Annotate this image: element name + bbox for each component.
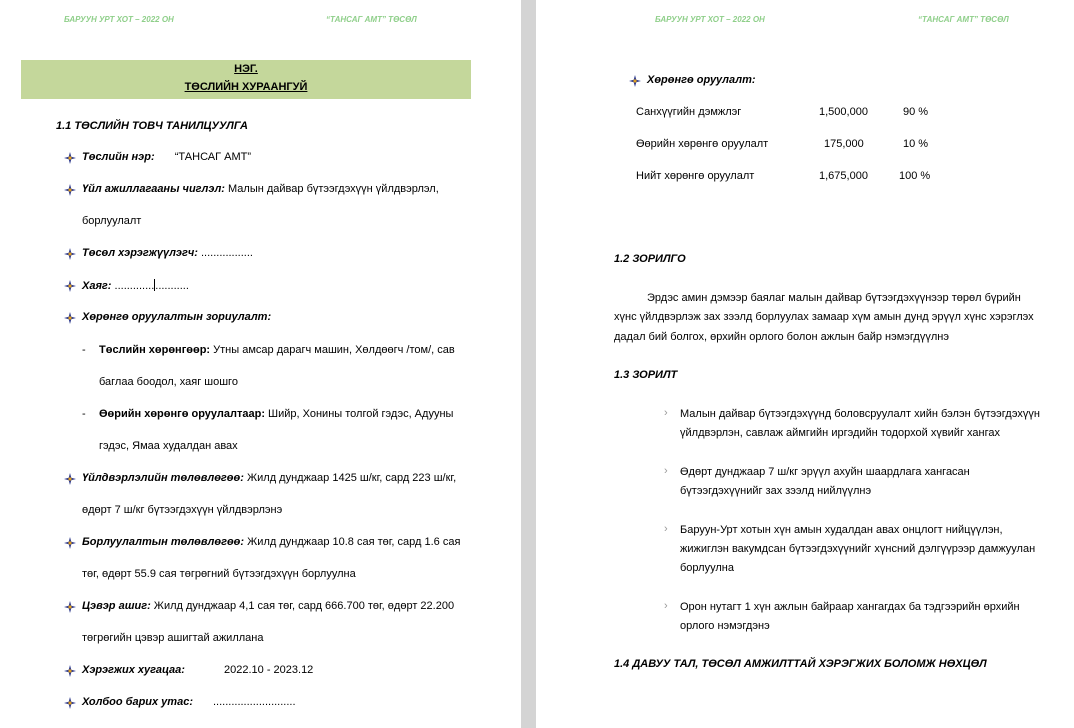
project-name-value: “ТАНСАГ АМТ” xyxy=(174,151,251,163)
document-page-right xyxy=(536,0,1074,728)
sales-plan-line xyxy=(82,536,460,548)
investment-row-label: Нийт хөрөнгө оруулалт xyxy=(636,170,755,182)
own-assets-label: Өөрийн хөрөнгө оруулалтаар: xyxy=(99,408,265,420)
project-name-label: Төслийн нэр: xyxy=(82,151,155,163)
chevron-right-icon: › xyxy=(664,465,668,477)
objective-line: орлого нэмэгдэнэ xyxy=(680,620,770,632)
net-profit-label: Цэвэр ашиг: xyxy=(82,600,151,612)
objective-line: үйлдвэрлэн, савлаж аймгийн иргэдийн тодорхой хүвийг хангах xyxy=(680,427,1000,439)
star-bullet-icon xyxy=(64,152,76,164)
activity-line xyxy=(82,183,439,195)
investment-row-label: Өөрийн хөрөнгө оруулалт xyxy=(636,138,769,150)
chapter-title-band xyxy=(21,60,471,99)
header-left-text: БАРУУН УРТ ХОТ – 2022 ОН xyxy=(64,15,174,24)
investment-row-percent: 100 % xyxy=(899,170,931,182)
own-assets-value: Шийр, Хонины толгой гэдэс, Адууны xyxy=(268,408,454,420)
star-bullet-icon xyxy=(629,75,641,87)
goal-line-2: хүнс үйлдвэрлэж зах зээлд борлуулах замаар хүм амын дунд эрүүл хүнс хэрэглэх xyxy=(614,311,1034,323)
section-heading-1-1: 1.1 ТӨСЛИЙН ТОВЧ ТАНИЛЦУУЛГА xyxy=(56,120,248,132)
own-assets-value-continued: гэдэс, Ямаа худалдан авах xyxy=(99,440,238,452)
investment-row-amount: 1,675,000 xyxy=(819,170,868,182)
production-plan-value-continued: өдөрт 7 ш/кг бүтээгдэхүүн үйлдвэрлэнэ xyxy=(82,504,283,516)
phone-label: Холбоо барих утас: xyxy=(82,696,193,708)
net-profit-value: Жилд дунджаар 4,1 сая төг, сард 666.700 төг, өдөрт 22.200 xyxy=(153,600,455,612)
production-plan-label: Үйлдвэрлэлийн төлөвлөгөө: xyxy=(82,472,244,484)
investment-row-amount: 1,500,000 xyxy=(819,106,868,118)
chevron-right-icon: › xyxy=(664,600,668,612)
own-assets-line xyxy=(99,408,453,420)
chapter-title: ТӨСЛИЙН ХУРААНГУЙ xyxy=(184,81,308,93)
chevron-right-icon: › xyxy=(664,407,668,419)
chapter-number: НЭГ. xyxy=(234,63,258,75)
star-bullet-icon xyxy=(64,537,76,549)
header-right-text: “ТАНСАГ АМТ” ТӨСӨЛ xyxy=(326,15,417,24)
investment-heading: Хөрөнгө оруулалт: xyxy=(647,74,756,86)
objective-line: бүтээгдэхүүнийг зах зээлд нийлүүлнэ xyxy=(680,485,872,497)
implementer-value: ................. xyxy=(201,247,253,259)
duration-label: Хэрэгжих хугацаа: xyxy=(82,664,185,676)
net-profit-line xyxy=(82,600,454,612)
star-bullet-icon xyxy=(64,280,76,292)
star-bullet-icon xyxy=(64,248,76,260)
activity-value-continued: борлуулалт xyxy=(82,215,142,227)
duration-value: 2022.10 - 2023.12 xyxy=(224,664,314,676)
activity-label: Үйл ажиллагааны чиглэл: xyxy=(82,183,225,195)
investment-row-amount: 175,000 xyxy=(824,138,864,150)
address-value-start: ............. xyxy=(114,280,155,292)
section-heading-1-2: 1.2 ЗОРИЛГО xyxy=(614,253,686,265)
project-name-line xyxy=(82,151,251,163)
chevron-right-icon: › xyxy=(664,523,668,535)
address-label: Хаяг: xyxy=(82,280,112,292)
objective-line: Малын дайвар бүтээгдэхүүнд боловсруулалт хийн бэлэн бүтээгдэхүүн xyxy=(680,408,1040,420)
objective-line: Өдөрт дунджаар 7 ш/кг эрүүл ахуйн шаардлага хангасан xyxy=(680,466,970,478)
implementer-label: Төсөл хэрэгжүүлэгч: xyxy=(82,247,198,259)
header-right-text: “ТАНСАГ АМТ” ТӨСӨЛ xyxy=(918,15,1009,24)
objective-line: Баруун-Урт хотын хүн амын худалдан авах онцлогт нийцүүлэн, xyxy=(680,524,1003,536)
net-profit-value-continued: төгрөгийн цэвэр ашигтай ажиллана xyxy=(82,632,264,644)
address-line xyxy=(82,279,189,292)
section-heading-1-4: 1.4 ДАВУУ ТАЛ, ТӨСӨЛ АМЖИЛТТАЙ ХЭРЭГЖИХ БОЛОМЖ НӨХЦӨЛ xyxy=(614,658,987,670)
project-assets-label: Төслийн хөрөнгөөр: xyxy=(99,344,211,356)
investment-purpose-label: Хөрөнгө оруулалтын зориулалт: xyxy=(82,311,272,323)
header-left-text: БАРУУН УРТ ХОТ – 2022 ОН xyxy=(655,15,765,24)
star-bullet-icon xyxy=(64,473,76,485)
phone-value: ........................... xyxy=(213,696,296,708)
sales-plan-value-continued: төг, өдөрт 55.9 сая төгрөгний бүтээгдэхүүн борлуулна xyxy=(82,568,356,580)
project-assets-value-continued: баглаа боодол, хаяг шошго xyxy=(99,376,238,388)
sales-plan-label: Борлуулалтын төлөвлөгөө: xyxy=(82,536,245,548)
dash-marker: - xyxy=(82,344,86,356)
goal-line-3: дадал бий болгох, өрхийн орлого болон ажлын байр нэмэгдүүлнэ xyxy=(614,331,949,343)
star-bullet-icon xyxy=(64,601,76,613)
implementer-line xyxy=(82,247,253,259)
sales-plan-value: Жилд дунджаар 10.8 сая төг, сард 1.6 сая xyxy=(247,536,461,548)
activity-value: Малын дайвар бүтээгдэхүүн үйлдвэрлэл, xyxy=(228,183,439,195)
investment-row-percent: 10 % xyxy=(903,138,929,150)
star-bullet-icon xyxy=(64,184,76,196)
project-assets-line xyxy=(99,344,455,356)
section-heading-1-3: 1.3 ЗОРИЛТ xyxy=(614,369,678,381)
objective-line: Орон нутагт 1 хүн ажлын байраар хангагдах ба тэдгээрийн өрхийн xyxy=(680,601,1020,613)
investment-row-label: Санхүүгийн дэмжлэг xyxy=(636,106,742,118)
goal-line-1: Эрдэс амин дэмээр баялаг малын дайвар бүтээгдэхүүнээр төрөл бүрийн xyxy=(647,292,1021,304)
project-assets-value: Утны амсар дарагч машин, Хөлдөөгч /том/, сав xyxy=(213,344,455,356)
star-bullet-icon xyxy=(64,665,76,677)
star-bullet-icon xyxy=(64,697,76,709)
objective-line: жижиглэн вакумдсан бүтээгдэхүүнийг хүнсний дэлгүүрээр дамжуулан xyxy=(680,543,1036,555)
star-bullet-icon xyxy=(64,312,76,324)
dash-marker: - xyxy=(82,408,86,420)
production-plan-line xyxy=(82,472,456,484)
production-plan-value: Жилд дунджаар 1425 ш/кг, сард 223 ш/кг, xyxy=(246,472,457,484)
objective-line: борлуулна xyxy=(680,562,734,574)
address-value-end: ........... xyxy=(155,280,189,292)
investment-row-percent: 90 % xyxy=(903,106,929,118)
document-page-left xyxy=(0,0,521,728)
